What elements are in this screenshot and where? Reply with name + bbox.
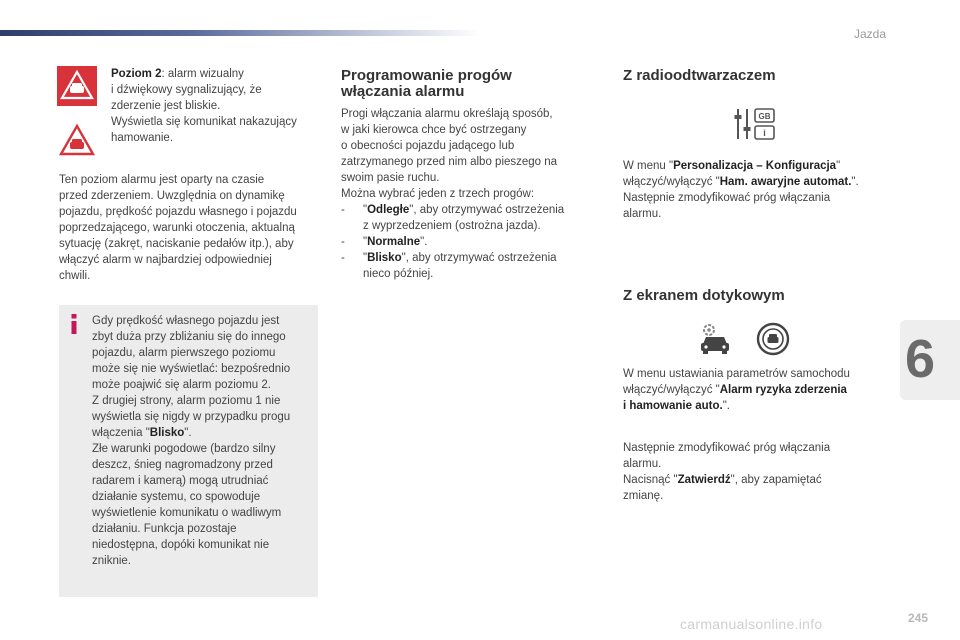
paragraph-line: Następnie zmodyfikować próg włączania <box>623 442 831 454</box>
option-far <box>341 202 586 234</box>
heading-line: włączania alarmu <box>341 83 465 100</box>
dash: - <box>341 204 345 216</box>
info-line: wyświetla się nigdy w przypadku progu <box>92 411 291 423</box>
text-fragment: " <box>363 236 368 248</box>
level-line: Wyświetla się komunikat nakazujący <box>111 116 297 128</box>
info-line: Gdy prędkość własnego pojazdu jest <box>92 315 280 327</box>
bold-term: Personalizacja – Konfiguracja <box>673 160 837 172</box>
bold-term: Normalne <box>367 236 421 248</box>
paragraph-line: Następnie zmodyfikować próg włączania <box>623 192 831 204</box>
paragraph-line: przed zderzeniem. Uwzględnia on dynamikę <box>59 190 285 202</box>
threshold-heading <box>341 68 581 100</box>
collision-alert-red-icon <box>57 66 97 106</box>
section-label: Jazda <box>853 27 886 41</box>
info-line: zbyt duża przy zbliżaniu się do innego <box>92 331 286 343</box>
text-fragment: ". <box>851 176 859 188</box>
text-fragment: ", aby zapamiętać <box>730 474 822 486</box>
dash: - <box>341 236 345 248</box>
text-fragment: ". <box>184 427 192 439</box>
radio-settings-icon <box>733 107 777 141</box>
info-line: zniknie. <box>92 555 131 567</box>
info-line: działaniu. Funkcja pozostaje <box>92 523 237 535</box>
paragraph-line: alarmu. <box>623 458 662 470</box>
header-bar <box>0 30 480 36</box>
threshold-description <box>341 106 586 282</box>
text-fragment: W menu " <box>623 160 674 172</box>
bold-term: i hamowanie auto. <box>623 400 723 412</box>
touchscreen-instructions <box>623 366 898 414</box>
bold-term: Zatwierdź <box>677 474 731 486</box>
info-line: radarem i kamerą) mogą utrudniać <box>92 475 269 487</box>
level-label: Poziom 2 <box>111 68 162 80</box>
level-2-description <box>111 66 321 146</box>
watermark: carmanualsonline.info <box>680 616 823 632</box>
icon-label: GB <box>758 112 771 121</box>
info-icon <box>68 314 80 334</box>
option-normal <box>341 234 586 250</box>
paragraph-line: o obecności pojazdu jadącego lub <box>341 140 515 152</box>
text-fragment: ", aby otrzymywać ostrzeżenia <box>409 204 565 216</box>
paragraph-line: włączyć alarm w najbardziej odpowiedniej <box>59 254 272 266</box>
paragraph-line: sytuację (zakręt, naciskanie pedałów itp.), aby <box>59 238 294 250</box>
heading-line: Programowanie progów <box>341 67 512 84</box>
dash: - <box>341 252 345 264</box>
level-line: i dźwiękowy sygnalizujący, że <box>111 84 262 96</box>
auto-brake-icon <box>755 322 791 356</box>
text-fragment: " <box>836 160 841 172</box>
bold-term: Odległe <box>367 204 410 216</box>
touchscreen-heading: Z ekranem dotykowym <box>623 287 785 304</box>
alarm-timing-paragraph <box>59 172 321 284</box>
paragraph-line: poprzedzającego, warunki otoczenia, aktualną <box>59 222 295 234</box>
paragraph-line: zmianę. <box>623 490 664 502</box>
car-settings-icon <box>697 322 733 356</box>
info-line: może poajwić się alarm poziomu 2. <box>92 379 271 391</box>
radio-instructions <box>623 158 898 222</box>
paragraph-line: swoim pasie ruchu. <box>341 172 440 184</box>
text-fragment: włączenia " <box>92 427 150 439</box>
touchscreen-threshold-instructions <box>623 440 898 504</box>
info-line: niedostępna, dopóki komunikat nie <box>92 539 270 551</box>
paragraph-line: Można wybrać jeden z trzech progów: <box>341 188 535 200</box>
paragraph-line: pojazdu, prędkość pojazdu własnego i pojazdu <box>59 206 297 218</box>
info-text <box>92 313 312 569</box>
text-fragment: Nacisnąć " <box>623 474 678 486</box>
bold-term: Blisko <box>149 427 185 439</box>
paragraph-line: W menu ustawiania parametrów samochodu <box>623 368 850 380</box>
paragraph-line: alarmu. <box>623 208 662 220</box>
text-fragment: włączyć/wyłączyć " <box>623 176 720 188</box>
level-line: hamowanie. <box>111 132 174 144</box>
info-line: Złe warunki pogodowe (bardzo silny <box>92 443 276 455</box>
text-fragment: " <box>363 252 368 264</box>
paragraph-line: Progi włączania alarmu określają sposób, <box>341 108 553 120</box>
bold-term: Alarm ryzyka zderzenia <box>719 384 847 396</box>
paragraph-line: Ten poziom alarmu jest oparty na czasie <box>59 174 265 186</box>
icon-label: i <box>763 128 766 138</box>
text-fragment: ". <box>420 236 428 248</box>
info-line: wyświetlenie komunikatu o wadliwym <box>92 507 282 519</box>
info-line: działanie systemu, co spowoduje <box>92 491 261 503</box>
paragraph-line: w jaki kierowca chce być ostrzegany <box>341 124 527 136</box>
paragraph-line: chwili. <box>59 270 91 282</box>
bold-term: Ham. awaryjne automat. <box>719 176 852 188</box>
info-line: pojazdu, alarm pierwszego poziomu <box>92 347 276 359</box>
level-line: : alarm wizualny <box>161 68 244 80</box>
option-continuation: nieco później. <box>363 268 434 280</box>
radio-heading: Z radioodtwarzaczem <box>623 67 776 84</box>
paragraph-line: zatrzymanego przed nim albo pieszego na <box>341 156 558 168</box>
chapter-number: 6 <box>905 329 936 389</box>
option-continuation: z wyprzedzeniem (ostrożna jazda). <box>363 220 541 232</box>
info-line: deszcz, śnieg nagromadzony przed <box>92 459 273 471</box>
collision-alert-outline-icon <box>57 121 97 161</box>
level-line: zderzenie jest bliskie. <box>111 100 221 112</box>
info-line: może się nie wyświetlać: bezpośrednio <box>92 363 291 375</box>
info-line <box>92 425 312 441</box>
text-fragment: " <box>363 204 368 216</box>
info-line: Z drugiej strony, alarm poziomu 1 nie <box>92 395 281 407</box>
option-close <box>341 250 586 282</box>
text-fragment: ". <box>722 400 730 412</box>
bold-term: Blisko <box>367 252 402 264</box>
page-number: 245 <box>908 611 929 625</box>
text-fragment: ", aby otrzymywać ostrzeżenia <box>401 252 557 264</box>
warning-icons <box>57 66 97 176</box>
text-fragment: włączyć/wyłączyć " <box>623 384 720 396</box>
